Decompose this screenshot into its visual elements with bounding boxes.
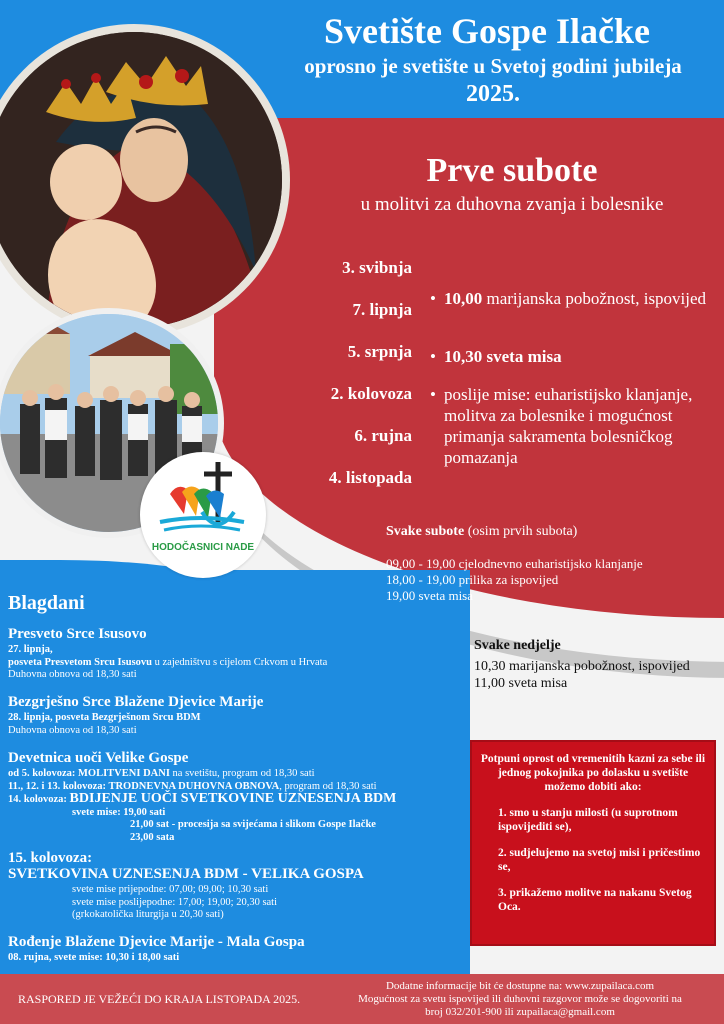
date-item: 2. kolovoza — [330, 384, 412, 403]
feast-line: 08. rujna, svete mise: 10,30 i 18,00 sati — [8, 952, 180, 963]
feast-line: Duhovna obnova od 18,30 sati — [8, 669, 137, 680]
feast-line: posveta Presvetom Srcu Isusovu — [8, 656, 152, 668]
feast-details — [8, 952, 179, 965]
feast-line: , program od 18,30 sati — [279, 780, 377, 792]
feast-line: BDIJENJE UOČI SVETKOVINE UZNESENJA BDM — [69, 791, 397, 806]
page-year: 2025. — [466, 81, 520, 107]
saturday-heading-rest: (osim prvih subota) — [464, 524, 578, 539]
feast-details — [8, 768, 396, 844]
footer-line: Dodatne informacije bit će dostupne na: www.zupailaca.com — [385, 980, 655, 992]
date-item: 6. rujna — [354, 426, 412, 445]
saturday-schedule — [386, 556, 643, 604]
feast-details — [8, 884, 277, 922]
date-item: 7. lipnja — [352, 300, 412, 319]
feast-date: 15. kolovoza: — [8, 850, 93, 866]
indulgence-box — [470, 740, 716, 946]
footer-line: Mogućnost za svetu ispovijed ili duhovni razgovor može se dogovoriti na — [358, 993, 682, 1005]
logo-text: HODOČASNICI NADE — [151, 542, 255, 553]
feast-details — [8, 644, 327, 682]
footer-contact-info — [318, 980, 722, 1019]
bullet-bold: 10,30 sveta misa — [444, 347, 562, 366]
bullet-icon: • — [430, 385, 436, 404]
feast-line: na svetištu, program od 18,30 sati — [169, 768, 315, 779]
feast-line: svete mise: 19,00 sati — [72, 806, 166, 818]
bullet-text: marijanska pobožnost, ispovijed — [482, 289, 707, 308]
feast-line: Duhovna obnova od 18,30 sati — [8, 724, 137, 736]
feast-line: 23,00 sata — [130, 831, 175, 843]
first-saturdays-subtitle: u molitvi za duhovna zvanja i bolesnike — [360, 194, 664, 215]
feast-line: 21,00 sat - procesija sa svijećama i slikom Gospe Ilačke — [130, 819, 376, 830]
sunday-heading-text: Svake nedjelje — [474, 638, 561, 653]
feasts-heading: Blagdani — [8, 592, 85, 614]
bullet-bold: 10,00 — [444, 289, 483, 308]
feast-line: svete mise prijepodne: 07,00; 09,00; 10,30 sati — [72, 884, 269, 895]
feast-line: 14. kolovoza: — [8, 794, 70, 805]
feast-line: 28. lipnja, posveta Bezgrješnom Srcu BDM — [8, 712, 201, 723]
footer-validity-note: RASPORED JE VEŽEĆI DO KRAJA LISTOPADA 2025. — [18, 992, 301, 1006]
schedule-item: 10,30 marijanska pobožnost, ispovijed — [474, 659, 690, 674]
feast-title: Devetnica uoči Velike Gospe — [8, 750, 189, 766]
feast-line: 27. lipnja, — [8, 644, 53, 655]
feast-line: (grkokatolička liturgija u 20,30 sati) — [72, 909, 224, 920]
feast-title: Presveto Srce Isusovo — [8, 626, 147, 642]
bullet-text: poslije mise: euharistijsko klanjanje, molitva za bolesnike i mogućnost primanja sakramenta bolesničkog pomazanja — [444, 385, 693, 467]
first-saturdays-title: Prve subote — [426, 152, 598, 189]
sunday-heading — [474, 638, 561, 654]
bullet-icon: • — [430, 347, 436, 366]
indulgence-item: 1. smo u stanju milosti (u suprotnom ispovijediti se), — [498, 807, 678, 833]
feast-line: u zajedništvu s cijelom Crkvom u Hrvata — [152, 656, 328, 668]
jubilee-logo-icon — [140, 452, 266, 578]
indulgence-item: 3. prikažemo molitve na nakanu Svetog Oca. — [498, 887, 692, 913]
madonna-painting-illustration — [0, 32, 282, 328]
feast-line: svete mise poslijepodne: 17,00; 19,00; 20,30 sati — [72, 896, 278, 908]
bullet-item — [430, 384, 710, 468]
first-saturdays-dates — [290, 256, 412, 508]
feast-title: SVETKOVINA UZNESENJA BDM - VELIKA GOSPA — [8, 866, 364, 882]
schedule-item: 09,00 - 19,00 cjelodnevno euharistijsko klanjanje — [386, 556, 643, 571]
saturday-heading — [386, 524, 577, 540]
bullet-icon: • — [430, 289, 436, 308]
sunday-schedule — [474, 658, 690, 692]
feast-title: Rođenje Blažene Djevice Marije - Mala Gospa — [8, 934, 305, 950]
page-title: Svetište Gospe Ilačke — [324, 11, 650, 51]
feast-line: 11., 12. i 13. kolovoza: — [8, 780, 109, 792]
page-subtitle: oprosno je svetište u Svetoj godini jubileja — [304, 54, 682, 78]
footer-line: broj 032/201-900 ili zupailaca@gmail.com — [425, 1006, 615, 1018]
feast-line: TRODNEVNA DUHOVNA OBNOVA — [108, 780, 280, 792]
indulgence-item: 2. sudjelujemo na svetoj misi i pričestimo se, — [498, 847, 701, 873]
bullet-item — [430, 346, 710, 367]
schedule-item: 18,00 - 19,00 prilika za ispovijed — [386, 572, 559, 587]
feast-details — [8, 712, 201, 737]
schedule-item: 19,00 sveta misa — [386, 588, 474, 603]
feast-title: Bezgrješno Srce Blažene Djevice Marije — [8, 694, 264, 710]
saturday-heading-bold: Svake subote — [386, 524, 465, 539]
indulgence-intro: Potpuni oprost od vremenitih kazni za sebe ili jednog pokojnika po dolasku u svetište možemo dobiti ako: — [480, 753, 706, 793]
jubilee-logo — [140, 452, 266, 578]
date-item: 4. listopada — [328, 468, 412, 487]
feast-line: od 5. kolovoza: — [8, 768, 79, 779]
bullet-item — [430, 288, 710, 309]
schedule-item: 11,00 sveta misa — [474, 676, 568, 691]
date-item: 5. srpnja — [347, 342, 412, 361]
date-item: 3. svibnja — [342, 258, 412, 277]
feast-line: MOLITVENI DANI — [78, 768, 170, 779]
